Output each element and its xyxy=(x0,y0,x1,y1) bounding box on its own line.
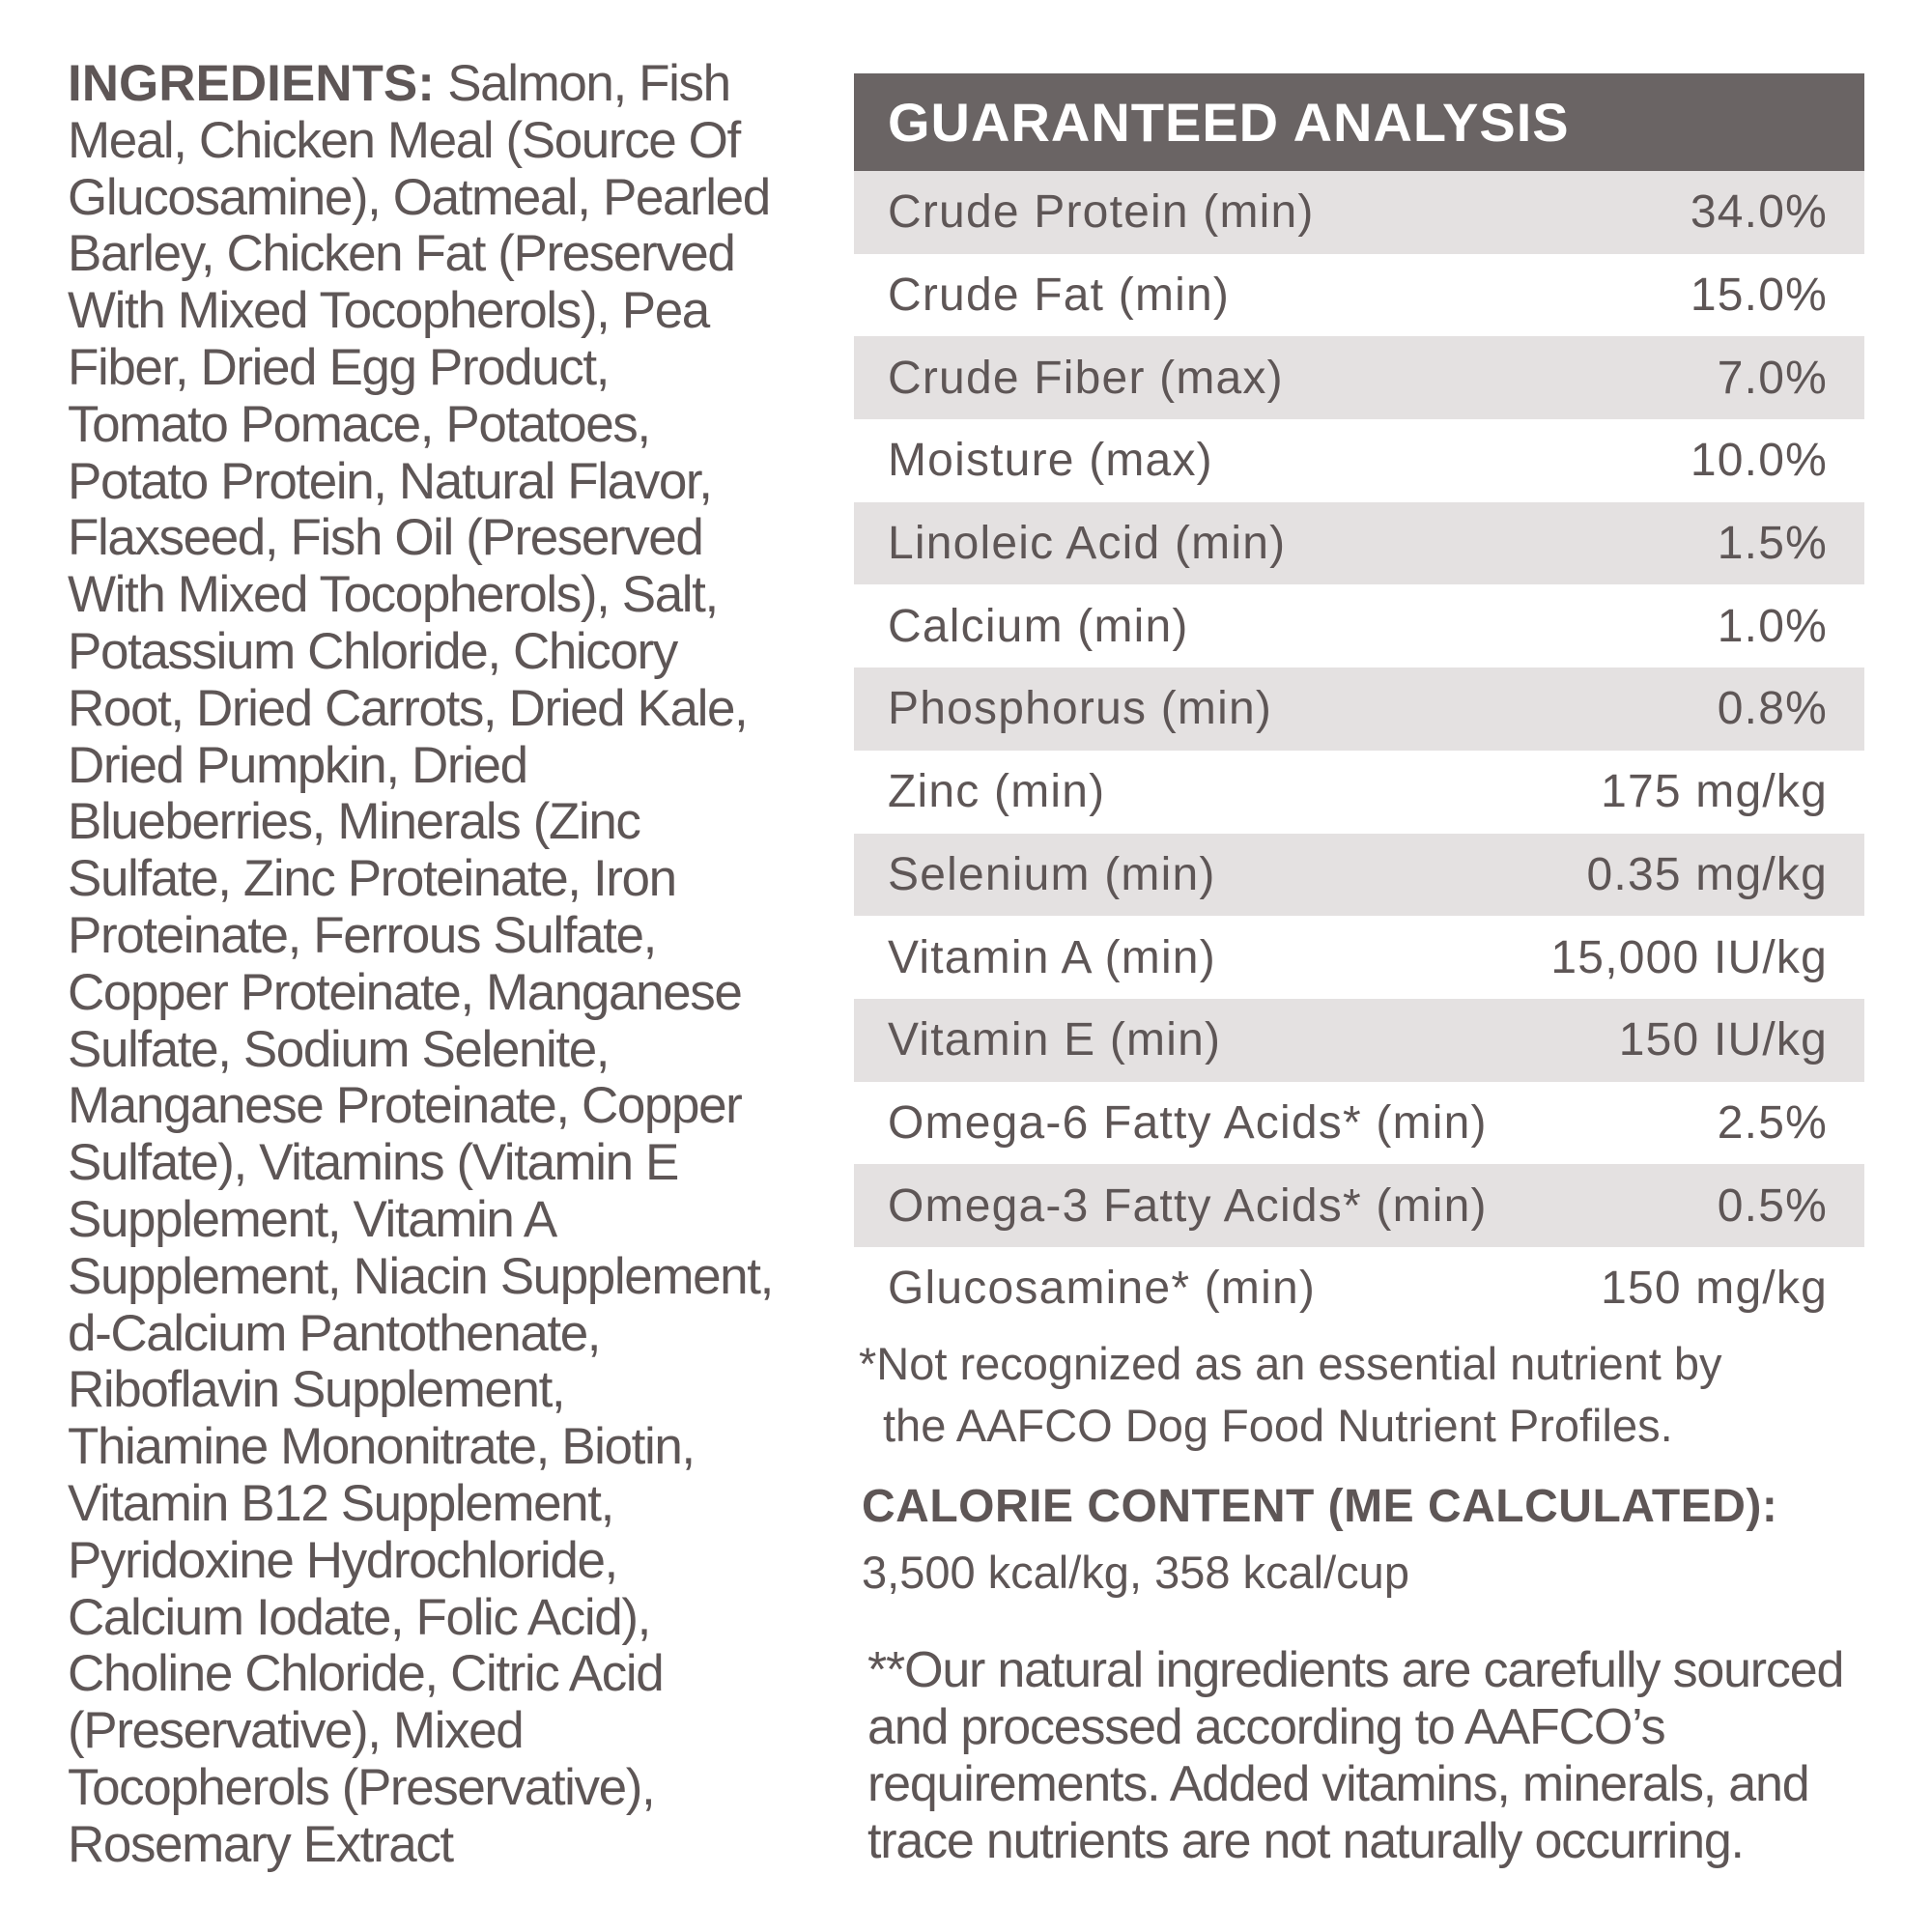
nutrient-value: 175 mg/kg xyxy=(1601,766,1828,818)
nutrient-name: Linoleic Acid (min) xyxy=(888,518,1287,570)
nutrient-value: 10.0% xyxy=(1690,435,1828,487)
analysis-row xyxy=(854,751,1864,834)
nutrient-name: Calcium (min) xyxy=(888,600,1189,652)
nutrient-name: Omega-3 Fatty Acids* (min) xyxy=(888,1179,1488,1232)
analysis-rows xyxy=(854,171,1864,1330)
analysis-row xyxy=(854,502,1864,585)
footnote-line-1: *Not recognized as an essential nutrient by xyxy=(859,1338,1722,1389)
ingredients-text: Salmon, Fish Meal, Chicken Meal (Source Of Glucosamine), Oatmeal, Pearled Barley, Chicken Fat (Preserved With Mixed Tocopherols), Pea Fiber, Dried Egg Product, Tomato Pomace, Potatoes, Potato Protein, Natural Flavor, Flaxseed, Fish Oil (Preserved With Mixed Tocopherols), Salt, Potassium Chloride, Chicory Root, Dried Carrots, Dried Kale, Dried Pumpkin, Dried Blueberries, Minerals (Zinc Sulfate, Zinc Proteinate, Iron Proteinate, Ferrous Sulfate, Copper Proteinate, Manganese Sulfate, Sodium Selenite, Manganese Proteinate, Copper Sulfate), Vitamins (Vitamin E Supplement, Vitamin A Supplement, Niacin Supplement, d-Calcium Pantothenate, Riboflavin Supplement, Thiamine Mononitrate, Biotin, Vitamin B12 Supplement, Pyridoxine Hydrochloride, Calcium Iodate, Folic Acid), Choline Chloride, Citric Acid (Preservative), Mixed Tocopherols (Preservative), Rosemary Extract xyxy=(68,55,773,1873)
nutrient-name: Zinc (min) xyxy=(888,766,1106,818)
analysis-row xyxy=(854,171,1864,254)
nutrient-value: 150 IU/kg xyxy=(1618,1014,1828,1066)
nutrient-name: Moisture (max) xyxy=(888,435,1213,487)
nutrient-value: 150 mg/kg xyxy=(1601,1263,1828,1315)
nutrient-name: Crude Fat (min) xyxy=(888,270,1231,322)
guaranteed-analysis-title: GUARANTEED ANALYSIS xyxy=(854,73,1864,171)
nutrient-value: 0.35 mg/kg xyxy=(1586,848,1828,900)
analysis-row xyxy=(854,254,1864,337)
analysis-row xyxy=(854,1164,1864,1247)
nutrient-name: Omega-6 Fatty Acids* (min) xyxy=(888,1096,1488,1149)
analysis-row xyxy=(854,668,1864,751)
aafco-footnote xyxy=(859,1333,1825,1457)
calorie-content-value: 3,500 kcal/kg, 358 kcal/cup xyxy=(862,1547,1409,1598)
nutrient-name: Selenium (min) xyxy=(888,848,1216,900)
nutrient-value: 34.0% xyxy=(1690,186,1828,239)
nutrient-name: Vitamin E (min) xyxy=(888,1014,1222,1066)
analysis-row xyxy=(854,834,1864,917)
nutrient-value: 15,000 IU/kg xyxy=(1550,931,1828,983)
analysis-row xyxy=(854,336,1864,419)
calorie-content-title: CALORIE CONTENT (ME CALCULATED): xyxy=(862,1481,1778,1532)
analysis-row xyxy=(854,419,1864,502)
sourcing-note: **Our natural ingredients are carefully sourced and processed according to AAFCO’s requirements. Added vitamins, minerals, and trace nutrients are not naturally occurring. xyxy=(867,1642,1844,1869)
nutrient-name: Crude Protein (min) xyxy=(888,186,1315,239)
ingredients-label: INGREDIENTS: xyxy=(68,55,435,112)
analysis-row xyxy=(854,916,1864,999)
analysis-row xyxy=(854,999,1864,1082)
ingredients-block xyxy=(68,56,773,1874)
nutrient-value: 1.0% xyxy=(1717,600,1828,652)
nutrient-name: Crude Fiber (max) xyxy=(888,352,1284,404)
nutrient-value: 7.0% xyxy=(1717,352,1828,404)
nutrient-value: 0.5% xyxy=(1717,1179,1828,1232)
calorie-content xyxy=(862,1476,1866,1604)
analysis-row xyxy=(854,584,1864,668)
nutrient-value: 2.5% xyxy=(1717,1096,1828,1149)
footnote-line-2: the AAFCO Dog Food Nutrient Profiles. xyxy=(883,1400,1673,1451)
analysis-row xyxy=(854,1082,1864,1165)
nutrient-name: Vitamin A (min) xyxy=(888,931,1216,983)
analysis-row xyxy=(854,1247,1864,1330)
nutrient-name: Glucosamine* (min) xyxy=(888,1263,1317,1315)
guaranteed-analysis-table xyxy=(854,73,1864,1330)
nutrient-name: Phosphorus (min) xyxy=(888,683,1273,735)
nutrient-value: 0.8% xyxy=(1717,683,1828,735)
nutrient-value: 1.5% xyxy=(1717,518,1828,570)
nutrient-value: 15.0% xyxy=(1690,270,1828,322)
